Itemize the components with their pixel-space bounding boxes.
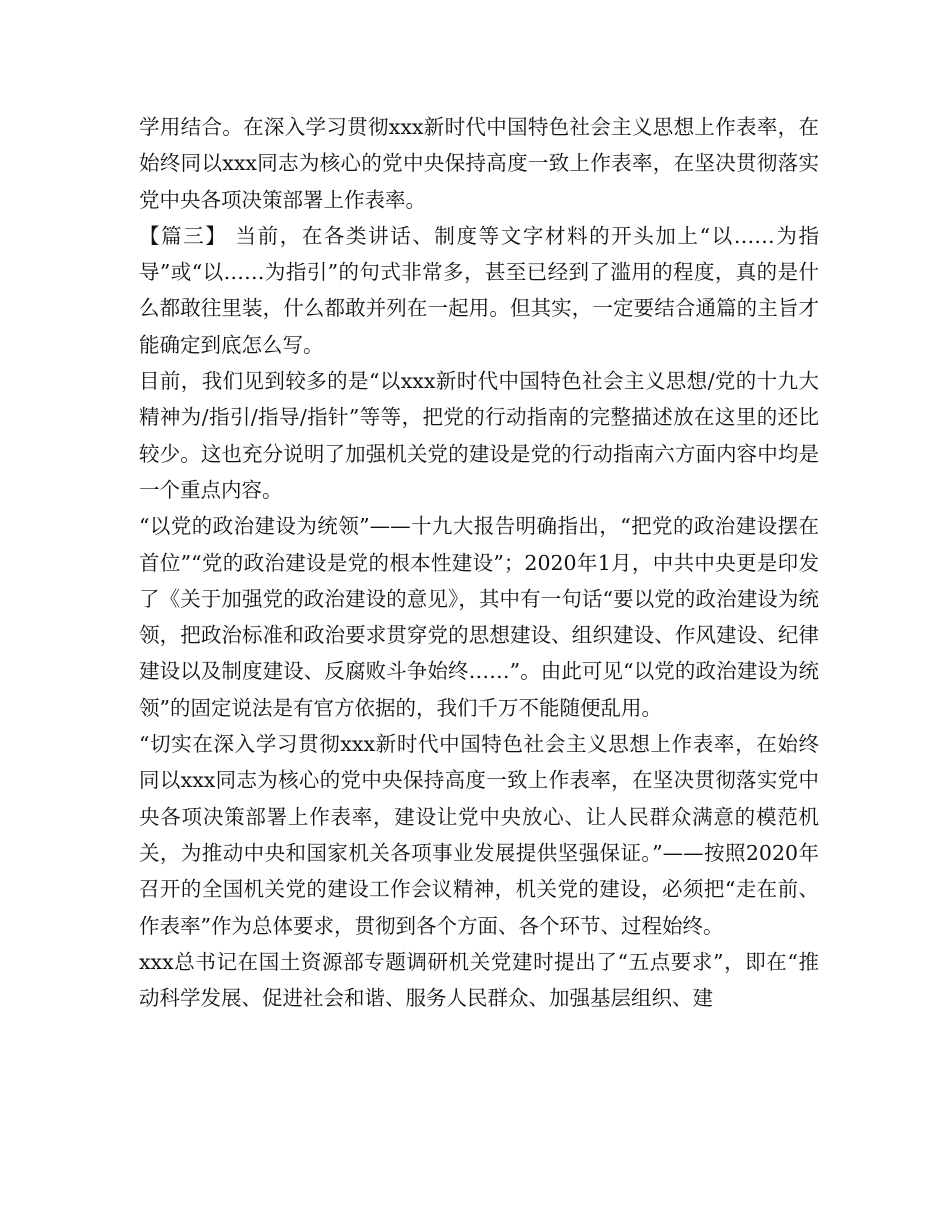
paragraph-1: 学用结合。在深入学习贯彻xxx新时代中国特色社会主义思想上作表率，在始终同以xxx同志为核心的党中央保持高度一致上作表率，在坚决贯彻落实党中央各项决策部署上作表率。 [139, 115, 819, 212]
document-body [139, 109, 819, 1016]
paragraph-4: “以党的政治建设为统领”——十九大报告明确指出，“把党的政治建设摆在首位”“党的政治建设是党的根本性建设”；2020年1月，中共中央更是印发了《关于加强党的政治建设的意见》，其中有一句话“要以党的政治建设为统领，把政治标准和政治要求贯穿党的思想建设、组织建设、作风建设、纪律建设以及制度建设、反腐败斗争始终……”。由此可见“以党的政治建设为统领”的固定说法是有官方依据的，我们千万不能随便乱用。 [139, 514, 819, 720]
paragraph-5: “切实在深入学习贯彻xxx新时代中国特色社会主义思想上作表率，在始终同以xxx同志为核心的党中央保持高度一致上作表率，在坚决贯彻落实党中央各项决策部署上作表率，建设让党中央放心、让人民群众满意的模范机关，为推动中央和国家机关各项事业发展提供坚强保证。”——按照2020年召开的全国机关党的建设工作会议精神，机关党的建设，必须把“走在前、作表率”作为总体要求，贯彻到各个方面、各个环节、过程始终。 [139, 732, 819, 938]
paragraph-6: xxx总书记在国土资源部专题调研机关党建时提出了“五点要求”，即在“推动科学发展、促进社会和谐、服务人民群众、加强基层组织、建 [139, 949, 819, 1011]
paragraph-3: 目前，我们见到较多的是“以xxx新时代中国特色社会主义思想/党的十九大精神为/指引/指导/指针”等等，把党的行动指南的完整描述放在这里的还比较少。这也充分说明了加强机关党的建设是党的行动指南六方面内容中均是一个重点内容。 [139, 369, 819, 502]
paragraph-2: 【篇三】 当前，在各类讲话、制度等文字材料的开头加上“以……为指导”或“以……为指引”的句式非常多，甚至已经到了滥用的程度，真的是什么都敢往里装，什么都敢并列在一起用。但其实，一定要结合通篇的主旨才能确定到底怎么写。 [139, 223, 819, 357]
